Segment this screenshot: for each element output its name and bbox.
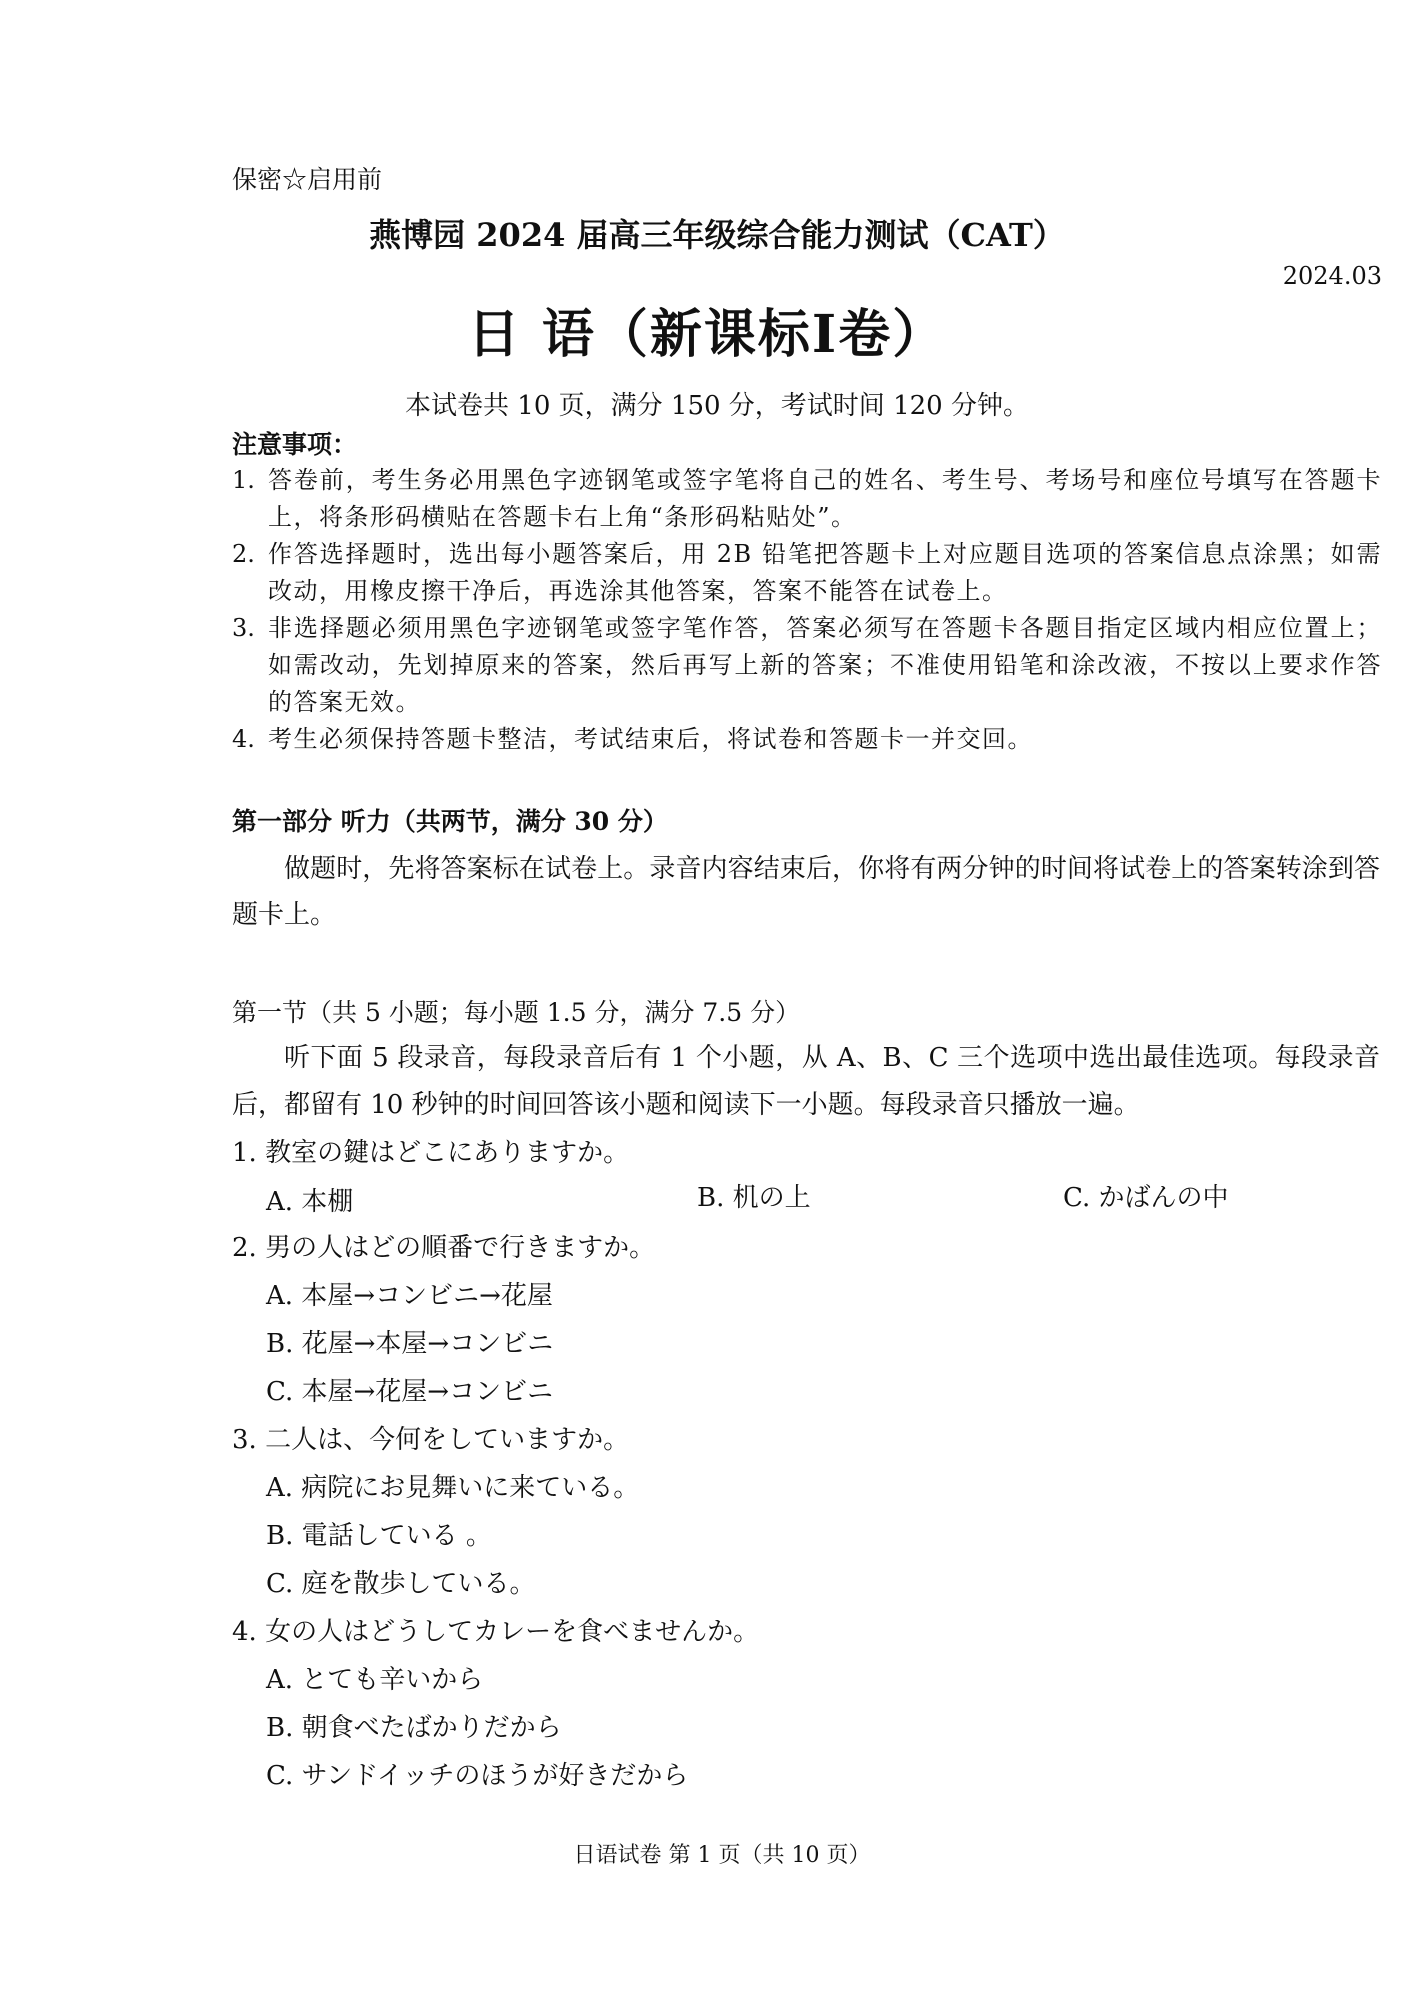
- section1-instruction: 听下面 5 段录音，每段录音后有 1 个小题，从 A、B、C 三个选项中选出最佳选项。每段录音后，都留有 10 秒钟的时间回答该小题和阅读下一小题。每段录音只播放一遍。: [232, 1043, 1380, 1120]
- question-2-option-c: C. 本屋→花屋→コンビニ: [266, 1377, 554, 1407]
- note-number: 4.: [232, 725, 255, 753]
- note-text: 答卷前，考生务必用黑色字迹钢笔或签字笔将自己的姓名、考生号、考场号和座位号填写在答题卡上，将条形码横贴在答题卡右上角“条形码粘贴处”。: [268, 466, 1382, 531]
- note-text: 考生必须保持答题卡整洁，考试结束后，将试卷和答题卡一并交回。: [268, 725, 1033, 753]
- question-3-stem: 3. 二人は、今何をしていますか。: [232, 1425, 630, 1455]
- question-4-stem: 4. 女の人はどうしてカレーを食べませんか。: [232, 1617, 760, 1647]
- part1-instruction: 做题时，先将答案标在试卷上。录音内容结束后，你将有两分钟的时间将试卷上的答案转涂到答题卡上。: [232, 854, 1380, 930]
- subject-title: 日 语（新课标Ⅰ卷）: [467, 304, 947, 365]
- section1-title: 第一节（共 5 小题；每小题 1.5 分，满分 7.5 分）: [232, 998, 801, 1027]
- notes-title: 注意事项：: [232, 430, 358, 459]
- note-item: [232, 462, 1382, 536]
- question-4-option-a: A. とても辛いから: [266, 1665, 484, 1695]
- paper-info: 本试卷共 10 页，满分 150 分，考试时间 120 分钟。: [405, 391, 1029, 421]
- note-item: [232, 721, 1382, 758]
- note-number: 3.: [232, 614, 255, 642]
- question-1-option-b: B. 机の上: [697, 1183, 811, 1213]
- note-text: 作答选择题时，选出每小题答案后，用 2B 铅笔把答题卡上对应题目选项的答案信息点涂黑；如需改动，用橡皮擦干净后，再选涂其他答案，答案不能答在试卷上。: [268, 540, 1382, 605]
- question-1-option-c: C. かばんの中: [1063, 1183, 1229, 1213]
- exam-date: 2024.03: [1282, 262, 1382, 290]
- page-footer: 日语试卷 第 1 页（共 10 页）: [573, 1843, 871, 1868]
- question-2-option-a: A. 本屋→コンビニ→花屋: [266, 1281, 553, 1311]
- confidential-label: 保密☆启用前: [232, 165, 383, 194]
- question-4-option-c: C. サンドイッチのほうが好きだから: [266, 1761, 689, 1791]
- note-number: 2.: [232, 540, 255, 568]
- question-4-option-b: B. 朝食べたばかりだから: [266, 1713, 562, 1743]
- note-item: [232, 610, 1382, 721]
- question-2-option-b: B. 花屋→本屋→コンビニ: [266, 1329, 554, 1359]
- question-3-option-c: C. 庭を散歩している。: [266, 1569, 536, 1599]
- question-1-option-a: A. 本棚: [266, 1187, 354, 1217]
- notes-list: [232, 462, 1382, 758]
- note-number: 1.: [232, 466, 255, 494]
- question-3-option-b: B. 電話している 。: [266, 1521, 492, 1551]
- exam-title: 燕博园 2024 届高三年级综合能力测试（CAT）: [369, 216, 1065, 254]
- question-3-option-a: A. 病院にお見舞いに来ている。: [266, 1473, 640, 1503]
- part1-title: 第一部分 听力（共两节，满分 30 分）: [232, 807, 668, 836]
- note-text: 非选择题必须用黑色字迹钢笔或签字笔作答，答案必须写在答题卡各题目指定区域内相应位置上；如需改动，先划掉原来的答案，然后再写上新的答案；不准使用铅笔和涂改液，不按以上要求作答的答案无效。: [268, 614, 1382, 716]
- question-2-stem: 2. 男の人はどの順番で行きますか。: [232, 1233, 656, 1263]
- note-item: [232, 536, 1382, 610]
- question-1-stem: 1. 教室の鍵はどこにありますか。: [232, 1138, 630, 1168]
